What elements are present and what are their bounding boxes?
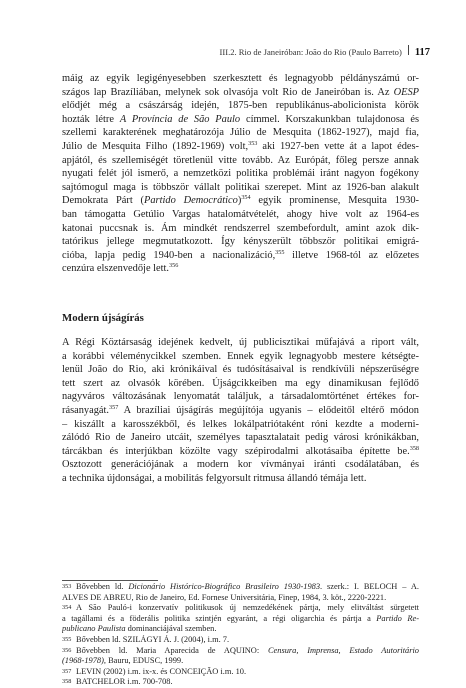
paragraph-line: tatórikus jellege megmutatkozott. Így kényszerült többször politikai emigrá- (62, 236, 419, 248)
footnote (62, 603, 419, 635)
footnote-ref: 356 (169, 262, 179, 270)
footnote-ref: 358 (409, 444, 419, 452)
footnote (62, 646, 419, 667)
paragraph-line: nyugati felét jól ismerő, a nemzetközi politika problémái iránt nagyon fogékony (62, 168, 419, 180)
paragraph-2 (62, 336, 419, 486)
paragraph-line: hozták létre A Província de São Paulo címmel. Korszakunkban tulajdonosa és (62, 113, 419, 125)
section-heading: Modern újságírás (62, 312, 144, 324)
footnote-ref: 355 (275, 248, 285, 256)
footnote-line: 357 LEVIN (2002) i.m. ix-x. és CONCEIÇÃO i.m. 10. (62, 666, 247, 676)
paragraph-line: tárcákban és interjúkban közölte vagy szépirodalmi alkotásaiba építette be.$^{358}$ (62, 444, 419, 457)
footnote-line: ALVES DE ABREU, Rio de Janeiro, Ed. Fornese Universitária, Finep, 1984, 3. köt., 2220-2221. (62, 592, 387, 602)
footnote-line: publicano Paulista dominanciájával szemben. (62, 624, 217, 634)
paragraph-line: Júlio de Mesquita Filho (1892-1969) volt,$^{353}$ aki 1927-ben vette át a lapot édes- (62, 139, 419, 152)
paragraph-line: a technika újdonságai, a mobilitás felgyorsult ritmusa állandó témája lett. (62, 472, 367, 484)
footnote (62, 667, 419, 678)
paragraph-line: A Régi Köztársaság idejének kedvelt, új publicisztikai műfajává a riport vált, (62, 337, 419, 348)
paragraph-line: cióba, lapja pedig 1940-ben a nacionalizáció,$^{355}$ illetve 1968-tól az előzetes (62, 248, 419, 261)
running-head-separator (408, 45, 409, 55)
footnote-number: 358 (62, 678, 72, 686)
paragraph-line: elődjét még a császárság idején, 1875-ben republikánus-abolicionista körök (62, 100, 419, 112)
paragraph-line: ban támogatta Getúlio Vargas hatalomátvételét, ahogy hive volt az 1964-es (62, 208, 419, 220)
footnote-line: 355 Bővebben ld. SZILÁGYI Á. J. (2004), i.m. 7. (62, 634, 230, 644)
footnote-line: 354 A São Pauló-i konzervatív politikusok új nemzedékének pártja, mely elitváltást sürgetett (62, 603, 419, 613)
running-head (219, 45, 430, 58)
paragraph-line: cenzúra elszenvedője lett.$^{356}$ (62, 262, 179, 275)
paragraph-line: Demokrata Párt (Partido Democrático)$^{354}$ egyik prominense, Mesquita 1930- (62, 194, 419, 207)
footnote-ref: 357 (109, 403, 119, 411)
footnote (62, 635, 419, 646)
paragraph-line: a korábbi véleménycikkel szemben. Ennek egyik legnagyobb mestere kétségte- (62, 350, 419, 362)
footnote-number: 355 (62, 635, 72, 643)
footnote (62, 582, 419, 603)
footnote-rule (62, 580, 158, 581)
footnote-line: a tagállami és a föderális politika szintjén egyaránt, a régi oligarchia és pártja a Partido Re- (62, 613, 419, 623)
paragraph-1 (62, 72, 419, 276)
footnote-number: 353 (62, 583, 72, 590)
footnote-ref: 353 (248, 139, 258, 147)
paragraph-line: Osztozott generációjának a modern kor vívmányai iránti csodálatában, és (62, 459, 419, 471)
footnotes (62, 582, 419, 688)
paragraph-line: apjától, és szellemiségét töretlenül vitte tovább. Az Európát, főleg persze annak (62, 154, 419, 166)
paragraph-line: katonai puccsnak is. Ám mindkét rendszerrel szembefordult, amint azok dik- (62, 222, 419, 234)
footnote-number: 356 (62, 646, 72, 654)
paragraph-line: tett szert az olvasók körében. Újságcikkeiben ma egy dinamikusan fejlődő (62, 377, 419, 389)
paragraph-line: máig az egyik legigényesebben szerkesztett és legnagyobb példányszámú or- (62, 73, 419, 84)
paragraph-line: zálódó Rio de Janeiro utcáit, személyes tapasztalatait pedig városi krónikákban, (62, 432, 419, 444)
paragraph-line: szellemi karakterének meghatározója Júlio de Mesquita (1862-1927), majd fia, (62, 127, 419, 139)
running-head-title: III.2. Rio de Janeiróban: João do Rio (Paulo Barreto) (219, 47, 402, 57)
footnote-number: 357 (62, 667, 72, 675)
paragraph-line: sajtómogul maga is többször vállalt politikai szerepet. Mint az 1926-ban alakult (62, 181, 419, 193)
paragraph-line: nagyváros változásának lenyomatát találjuk, a társadalomtörténet értékes for- (62, 391, 419, 403)
footnote-ref: 354 (241, 194, 251, 202)
page-number: 117 (414, 47, 430, 58)
paragraph-line: szágos lap Brazíliában, melynek sok olvasója volt Rio de Janeiróban is. Az OESP (62, 86, 419, 98)
footnote-line: 356 Bővebben ld. Maria Aparecida de AQUINO: Censura, Imprensa, Estado Autoritário (62, 645, 419, 655)
footnote-number: 354 (62, 604, 72, 612)
paragraph-line: rásanyagát.$^{357}$ A brazíliai újságírás megújítója ugyanis – elődeitől eltérő módon (62, 403, 419, 416)
footnote-line: 358 BATCHELOR i.m. 700-708. (62, 677, 173, 687)
footnote-line: (1968-1978), Bauru, EDUSC, 1999. (62, 656, 184, 666)
paragraph-line: lenül João do Rio, aki krónikáival és tudósításaival is rendkívüli népszerűségre (62, 364, 419, 376)
footnote-line: 353 Bővebben ld. Dicionário Histórico-Biográfico Brasileiro 1930-1983. szerk.: I. BELOCH – A. (62, 582, 419, 591)
footnote (62, 677, 419, 688)
paragraph-line: – kiszállt a karosszékből, és lelkes lokálpatriótaként róni kezdte a moderni- (62, 418, 419, 430)
